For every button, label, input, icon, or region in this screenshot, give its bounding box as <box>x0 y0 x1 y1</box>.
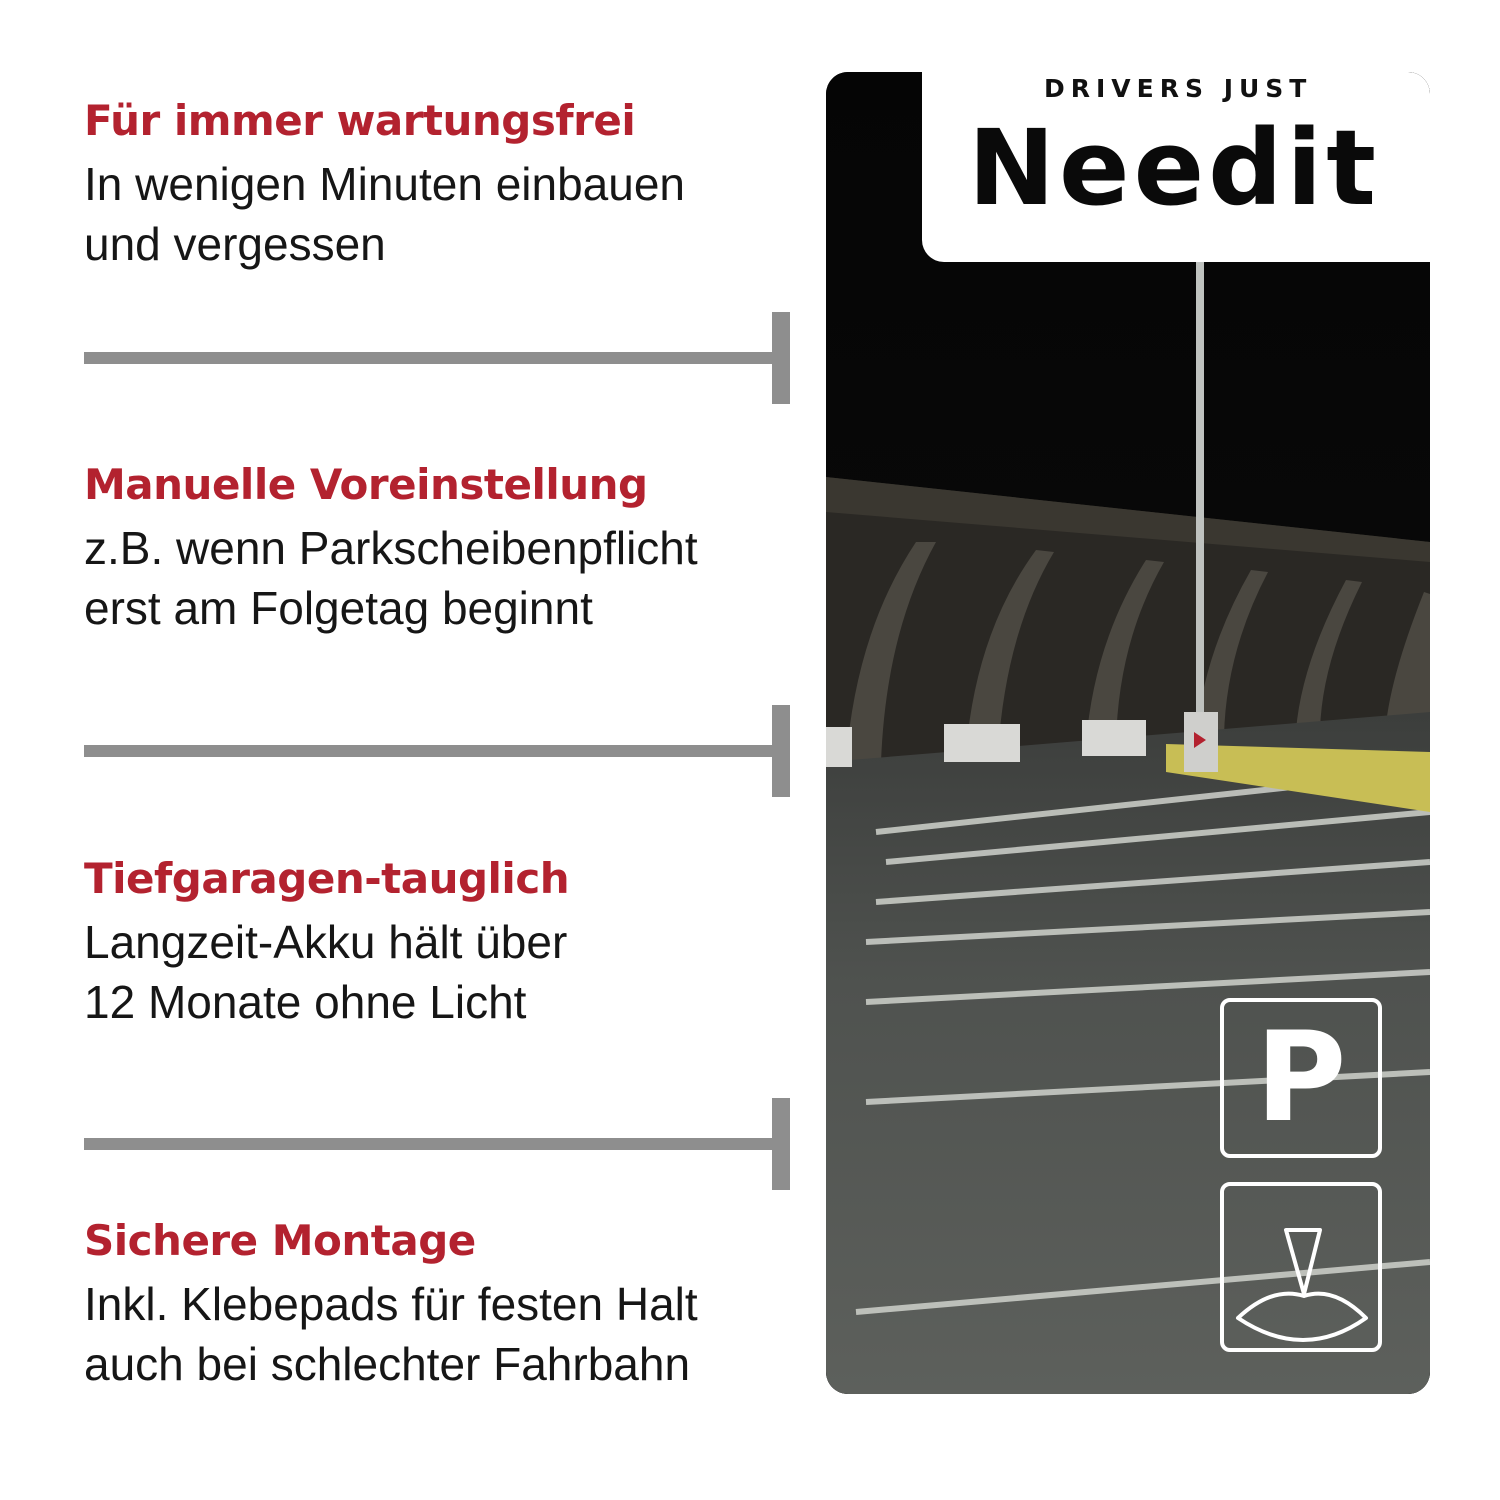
feature-description <box>84 154 774 274</box>
feature-manual-preset <box>84 460 774 638</box>
feature-title: Manuelle Voreinstellung <box>84 460 648 509</box>
feature-desc-line: z.B. wenn Parkscheibenpflicht <box>84 522 698 575</box>
parking-letter: P <box>1255 1006 1347 1150</box>
brand-tagline: DRIVERS JUST <box>1044 74 1313 103</box>
feature-title: Tiefgaragen-tauglich <box>84 854 570 903</box>
feature-underground-garage <box>84 854 774 1032</box>
product-panel <box>826 72 1430 1394</box>
parking-disc-icon <box>1220 1182 1382 1352</box>
parking-disc-graphic <box>1224 1186 1378 1348</box>
brand-label <box>922 72 1430 262</box>
feature-description <box>84 1274 774 1394</box>
feature-title: Für immer wartungsfrei <box>84 96 636 145</box>
feature-description <box>84 518 774 638</box>
feature-desc-line: und vergessen <box>84 218 386 271</box>
section-divider <box>84 312 790 404</box>
feature-desc-line: 12 Monate ohne Licht <box>84 976 527 1029</box>
feature-desc-line: erst am Folgetag beginnt <box>84 582 593 635</box>
section-divider <box>84 705 790 797</box>
feature-desc-line: In wenigen Minuten einbauen <box>84 158 686 211</box>
feature-secure-mounting <box>84 1216 774 1394</box>
feature-description <box>84 912 774 1032</box>
parking-sign-icon <box>1220 998 1382 1158</box>
feature-desc-line: Inkl. Klebepads für festen Halt <box>84 1278 698 1331</box>
feature-maintenance-free <box>84 96 774 274</box>
feature-title: Sichere Montage <box>84 1216 476 1265</box>
brand-logo: Needit <box>968 107 1380 229</box>
feature-desc-line: auch bei schlechter Fahrbahn <box>84 1338 691 1391</box>
section-divider <box>84 1098 790 1190</box>
feature-desc-line: Langzeit-Akku hält über <box>84 916 568 969</box>
